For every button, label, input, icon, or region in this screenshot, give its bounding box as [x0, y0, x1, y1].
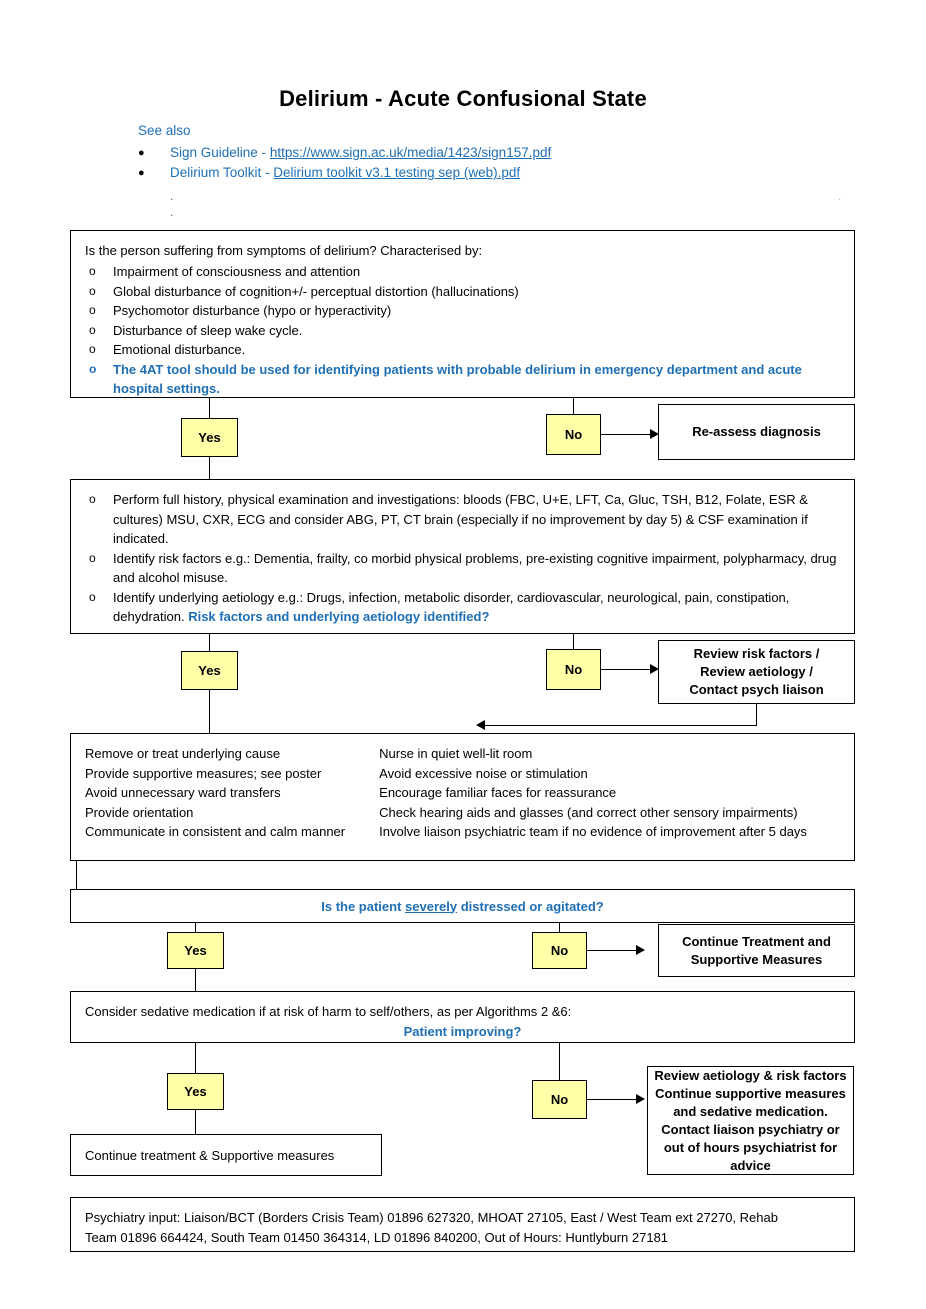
list-item: [85, 549, 840, 588]
connector-line: [195, 1110, 196, 1134]
bullet-icon: ●: [138, 167, 145, 179]
connector-line: [209, 457, 210, 479]
assessment-list: [85, 490, 840, 627]
bullet-icon: ●: [138, 147, 145, 159]
sedation-box: [70, 991, 855, 1043]
patient-improving-question: Patient improving?: [403, 1023, 522, 1039]
list-item: [85, 588, 840, 627]
list-item-label: Emotional disturbance.: [113, 342, 246, 357]
connector-line: [485, 725, 757, 726]
link-label: Delirium Toolkit -: [170, 165, 274, 180]
symptoms-intro: Is the person suffering from symptoms of delirium? Characterised by:: [85, 243, 483, 258]
management-item: Nurse in quiet well-lit room: [379, 746, 533, 761]
management-item: Avoid unnecessary ward transfers: [85, 785, 281, 800]
review-line: advice: [730, 1157, 771, 1173]
review-line: Continue supportive measures: [655, 1085, 846, 1101]
psychiatry-input-line: Team 01896 664424, South Team 01450 364314, LD 01896 840200, Out of Hours: Huntlyburn 27181: [85, 1230, 669, 1245]
circle-bullet-icon: o: [89, 264, 96, 278]
list-item: [85, 490, 840, 549]
agitation-question-box: [70, 889, 855, 923]
review-risk-factors-box: [658, 640, 855, 704]
decision-no-3[interactable]: No: [532, 932, 587, 969]
psychiatry-input-line: Psychiatry input: Liaison/BCT (Borders Crisis Team) 01896 627320, MHOAT 27105, East / West Team ext 27270, Rehab: [85, 1210, 778, 1225]
assessment-highlight: Risk factors and underlying aetiology identified?: [188, 609, 490, 624]
continue-treatment-label: Continue treatment & Supportive measures: [85, 1147, 335, 1163]
management-item: Remove or treat underlying cause: [85, 746, 281, 761]
circle-bullet-icon: o: [89, 589, 96, 604]
connector-line: [195, 923, 196, 932]
connector-line: [587, 1099, 637, 1100]
circle-bullet-icon: o: [89, 492, 96, 506]
list-item: [85, 262, 840, 282]
circle-bullet-icon: o: [89, 283, 96, 298]
connector-line: [573, 398, 574, 414]
reference-links: [138, 143, 838, 183]
decision-no-2[interactable]: No: [546, 649, 601, 690]
connector-line: [559, 923, 560, 932]
list-item-label: Impairment of consciousness and attention: [113, 264, 361, 279]
review-line: Review risk factors /: [693, 646, 820, 661]
management-columns: [85, 744, 840, 842]
connector-line: [587, 950, 637, 951]
continue-line: Supportive Measures: [690, 951, 823, 967]
decorative-dot: .: [838, 189, 842, 203]
management-column-left: [85, 744, 379, 842]
circle-bullet-icon: o: [89, 361, 97, 376]
connector-line: [209, 398, 210, 418]
review-line: Review aetiology & risk factors: [654, 1067, 847, 1083]
link-url[interactable]: Delirium toolkit v3.1 testing sep (web).pdf: [273, 165, 521, 180]
list-item[interactable]: [138, 163, 838, 183]
agitation-question-underline: severely: [405, 898, 458, 914]
arrow-icon: [636, 1094, 645, 1104]
list-item-label: Global disturbance of cognition+/- perceptual distortion (hallucinations): [113, 283, 519, 299]
circle-bullet-icon: o: [89, 303, 96, 317]
connector-line: [573, 634, 574, 649]
reassess-diagnosis-label: Re-assess diagnosis: [692, 424, 821, 439]
decision-yes-2[interactable]: Yes: [181, 651, 238, 690]
list-item[interactable]: [138, 143, 838, 163]
connector-line: [559, 1043, 560, 1080]
management-item: Check hearing aids and glasses (and correct other sensory impairments): [379, 804, 798, 820]
list-item-label: Identify risk factors e.g.: Dementia, frailty, co morbid physical problems, pre-existing cognitive impairment, polypharmacy, drug and alcohol misuse.: [113, 550, 837, 585]
connector-line: [195, 969, 196, 991]
continue-line: Continue Treatment and: [682, 933, 831, 949]
review-line: Contact psych liaison: [689, 682, 824, 697]
link-label: Sign Guideline -: [170, 145, 270, 160]
management-box: [70, 733, 855, 861]
review-line: and sedative medication.: [673, 1103, 828, 1119]
decision-no-4[interactable]: No: [532, 1080, 587, 1119]
list-item-label: Identify underlying aetiology e.g.: Drugs, infection, metabolic disorder, cardiovascular, neurological, pain, constipation, dehydration.: [113, 589, 790, 624]
connector-line: [601, 669, 651, 670]
symptoms-list: [85, 262, 840, 399]
circle-bullet-icon: o: [89, 550, 96, 565]
list-item: [85, 321, 840, 341]
connector-line: [601, 434, 651, 435]
continue-treatment-box: [658, 924, 855, 977]
review-line: Contact liaison psychiatry or: [661, 1121, 840, 1137]
connector-line: [76, 861, 77, 889]
list-item-label: Perform full history, physical examination and investigations: bloods (FBC, U+E, LFT, Ca, Gluc, TSH, B12, Folate, ESR & cultures) MSU, CXR, ECG and consider ABG, PT, CT brain (especially if no improvement by day 5) & CSF examination if indicated.: [113, 492, 808, 546]
connector-line: [209, 690, 210, 733]
symptoms-box: [70, 230, 855, 398]
management-item: Provide orientation: [85, 804, 194, 820]
sedation-line: Consider sedative medication if at risk of harm to self/others, as per Algorithms 2 &6:: [85, 1004, 572, 1019]
list-item: [85, 301, 840, 321]
management-item: Avoid excessive noise or stimulation: [379, 765, 588, 781]
management-item: Involve liaison psychiatric team if no evidence of improvement after 5 days: [379, 824, 807, 839]
see-also-label: See also: [138, 123, 191, 138]
psychiatry-input-box: [70, 1197, 855, 1252]
management-column-right: [379, 744, 840, 842]
circle-bullet-icon: o: [89, 342, 96, 356]
page-title: Delirium - Acute Confusional State: [279, 86, 647, 111]
assessment-box: [70, 479, 855, 634]
review-line: out of hours psychiatrist for: [663, 1139, 838, 1155]
decision-yes-4[interactable]: Yes: [167, 1073, 224, 1110]
management-item: Communicate in consistent and calm manner: [85, 824, 346, 839]
continue-treatment-supportive-box: [70, 1134, 382, 1176]
list-item-label: The 4AT tool should be used for identifying patients with probable delirium in emergency department and acute hospital settings.: [113, 361, 802, 396]
list-item: [85, 340, 840, 360]
list-item-highlight: [85, 360, 840, 399]
agitation-question: Is the patient severely distressed or agitated?: [321, 898, 604, 914]
decorative-dot: .: [170, 205, 174, 219]
decision-yes-1[interactable]: Yes: [181, 418, 238, 457]
link-url[interactable]: https://www.sign.ac.uk/media/1423/sign157.pdf: [269, 145, 552, 160]
review-line: Review aetiology /: [700, 664, 813, 679]
management-item: Provide supportive measures; see poster: [85, 765, 322, 781]
list-item: [85, 282, 840, 302]
arrow-icon: [636, 945, 645, 955]
decision-no-1[interactable]: No: [546, 414, 601, 455]
circle-bullet-icon: o: [89, 322, 96, 337]
reassess-diagnosis-box: [658, 404, 855, 460]
connector-line: [756, 704, 757, 726]
management-item: Encourage familiar faces for reassurance: [379, 785, 617, 800]
connector-line: [209, 634, 210, 651]
list-item-label: Disturbance of sleep wake cycle.: [113, 322, 303, 338]
connector-line: [195, 1043, 196, 1073]
review-aetiology-box: [647, 1066, 854, 1175]
list-item-label: Psychomotor disturbance (hypo or hyperactivity): [113, 303, 392, 318]
decision-yes-3[interactable]: Yes: [167, 932, 224, 969]
decorative-dot: .: [170, 189, 174, 203]
arrow-icon: [476, 720, 485, 730]
